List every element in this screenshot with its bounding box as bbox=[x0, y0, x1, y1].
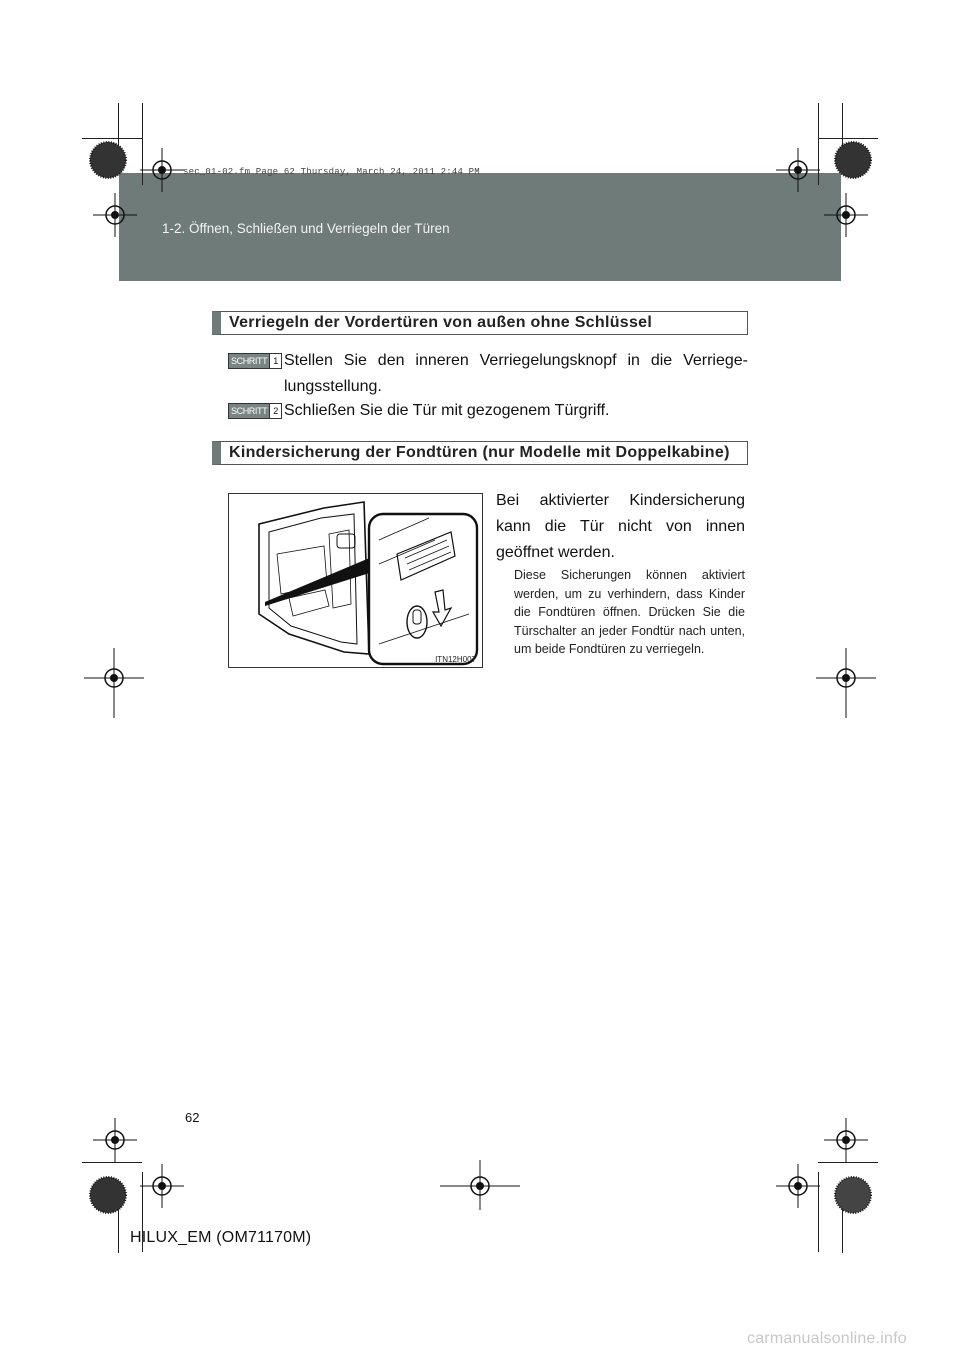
page-number: 62 bbox=[185, 1110, 200, 1125]
crop-line bbox=[82, 138, 142, 139]
calibration-wheel bbox=[88, 140, 128, 180]
watermark: carmanualsonline.info bbox=[747, 1330, 907, 1347]
figure-code: ITN12H007 bbox=[435, 655, 476, 664]
section-title: 1-2. Öffnen, Schließen und Verriegeln der Türen bbox=[162, 221, 450, 236]
document-id: HILUX_EM (OM71170M) bbox=[130, 1229, 312, 1246]
registration-mark bbox=[440, 1160, 520, 1210]
registration-mark bbox=[816, 648, 876, 718]
crop-line bbox=[82, 1162, 142, 1163]
registration-mark bbox=[93, 1118, 137, 1162]
step-text: Stellen Sie den inneren Verriegelungsknopf in die Verriegelungsstellung. bbox=[284, 352, 748, 395]
child-lock-description: Bei aktivierter Kindersicherung kann die Tür nicht von innen geöffnet werden. bbox=[496, 492, 745, 561]
registration-mark bbox=[140, 148, 184, 192]
step-badge-number: 2 bbox=[269, 404, 281, 418]
crop-line bbox=[818, 138, 878, 139]
step-text: Schließen Sie die Tür mit gezogenem Türgriff. bbox=[284, 402, 610, 419]
registration-mark bbox=[776, 1164, 820, 1208]
registration-mark bbox=[776, 148, 820, 192]
section-heading-lock-without-key: Verriegeln der Vordertüren von außen ohne Schlüssel bbox=[212, 311, 748, 335]
step-badge-number: 1 bbox=[269, 354, 281, 368]
section-heading-child-lock: Kindersicherung der Fondtüren (nur Modelle mit Doppelkabine) bbox=[212, 441, 748, 465]
registration-mark bbox=[824, 1118, 868, 1162]
calibration-wheel bbox=[833, 1175, 873, 1215]
step-badge-word: SCHRITT bbox=[231, 406, 268, 416]
calibration-wheel bbox=[88, 1175, 128, 1215]
registration-mark bbox=[84, 648, 144, 718]
child-lock-note: Diese Sicherungen können aktiviert werden, um zu verhindern, dass Kinder die Fondtüren öffnen. Drücken Sie die Türschalter an jeder Fondtür nach unten, um beide Fondtüren zu verriegeln. bbox=[514, 568, 745, 656]
calibration-wheel bbox=[833, 140, 873, 180]
registration-mark bbox=[140, 1164, 184, 1208]
step-badge-word: SCHRITT bbox=[231, 356, 268, 366]
door-illustration bbox=[229, 494, 482, 667]
registration-mark bbox=[824, 193, 868, 237]
registration-mark bbox=[93, 193, 137, 237]
crop-line bbox=[818, 1162, 878, 1163]
child-lock-illustration bbox=[228, 493, 483, 668]
step-badge bbox=[228, 403, 282, 419]
print-stamp: sec_01-02.fm Page 62 Thursday, March 24, 2011 2:44 PM bbox=[183, 167, 480, 177]
step-badge bbox=[228, 353, 282, 369]
